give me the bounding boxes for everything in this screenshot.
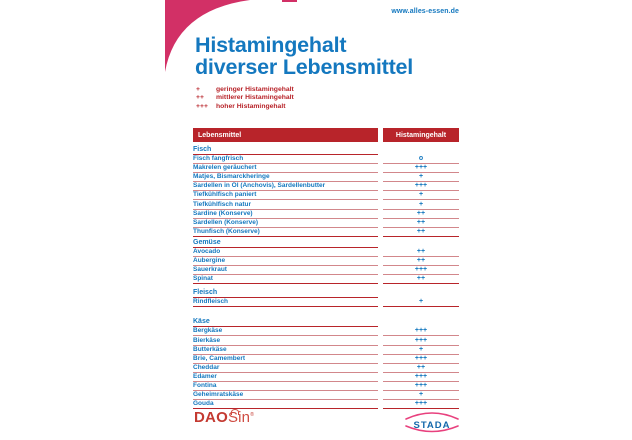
histamine-value: +++: [383, 182, 459, 191]
food-name: Aubergine: [193, 257, 378, 266]
table-row: [193, 346, 459, 355]
histamine-value: ++: [383, 228, 459, 237]
table-row: [193, 257, 459, 266]
histamine-value: +: [383, 298, 459, 307]
section-title: Fisch: [193, 146, 378, 155]
histamine-value: +++: [383, 400, 459, 409]
table-row: [193, 173, 459, 182]
food-name: Spinat: [193, 275, 378, 284]
page-title: [195, 34, 413, 78]
histamine-value: +++: [383, 327, 459, 336]
food-name: Matjes, Bismarckheringe: [193, 173, 378, 182]
histamine-value: +++: [383, 266, 459, 275]
histamine-value: +: [383, 191, 459, 200]
table-row: [193, 155, 459, 164]
food-name: Tiefkühlfisch paniert: [193, 191, 378, 200]
legend-item: [196, 86, 294, 94]
legend-label: mittlerer Histamingehalt: [216, 94, 294, 102]
table-header-row: [193, 128, 459, 142]
table-row: [193, 219, 459, 228]
table-row: [193, 248, 459, 257]
stada-logo: [403, 406, 461, 438]
table-section: [193, 289, 459, 307]
food-name: Gouda: [193, 400, 378, 409]
food-name: Sardine (Konserve): [193, 210, 378, 219]
registered-mark: ®: [250, 412, 255, 418]
table-row: [193, 373, 459, 382]
food-name: Fisch fangfrisch: [193, 155, 378, 164]
histamine-value: ++: [383, 248, 459, 257]
food-name: Rindfleisch: [193, 298, 378, 307]
table-row: [193, 391, 459, 400]
section-title: Käse: [193, 318, 378, 327]
top-crop-mark: [282, 0, 297, 2]
food-name: Bierkäse: [193, 336, 378, 345]
legend-symbol: +++: [196, 102, 208, 110]
food-name: Fontina: [193, 382, 378, 391]
legend-label: hoher Histamingehalt: [216, 102, 286, 110]
food-name: Avocado: [193, 248, 378, 257]
table-row: [193, 355, 459, 364]
histamine-value: +: [383, 200, 459, 209]
table-section: [193, 239, 459, 284]
food-name: Sauerkraut: [193, 266, 378, 275]
histamine-value: +++: [383, 336, 459, 345]
table-row: [193, 228, 459, 237]
food-name: Sardellen (Konserve): [193, 219, 378, 228]
histamine-value: ++: [383, 275, 459, 284]
histamine-value: ++: [383, 219, 459, 228]
food-name: Tiefkühlfisch natur: [193, 200, 378, 209]
food-name: Cheddar: [193, 364, 378, 373]
food-name: Makrelen geräuchert: [193, 164, 378, 173]
table-row: [193, 191, 459, 200]
legend-label: geringer Histamingehalt: [216, 86, 294, 93]
column-header-food: Lebensmittel: [193, 128, 378, 142]
histamine-value: +: [383, 346, 459, 355]
table-row: [193, 327, 459, 336]
table-row: [193, 364, 459, 373]
daosin-logo: [194, 409, 254, 426]
table-section: [193, 318, 459, 409]
daosin-logo-light: Sin: [227, 409, 251, 426]
histamine-value: ++: [383, 364, 459, 373]
daosin-logo-bold: DAO: [194, 409, 228, 426]
section-title: Fleisch: [193, 289, 378, 298]
food-name: Bergkäse: [193, 327, 378, 336]
stada-arc-top: [406, 413, 458, 419]
page-title-line2: diverser Lebensmittel: [195, 55, 414, 79]
stada-logo-text: STADA: [413, 420, 451, 431]
histamine-value: o: [383, 155, 459, 164]
food-name: Edamer: [193, 373, 378, 382]
histamine-value: +++: [383, 355, 459, 364]
food-name: Brie, Camembert: [193, 355, 378, 364]
histamine-value: +: [383, 391, 459, 400]
table-row: [193, 298, 459, 307]
table-row: [193, 182, 459, 191]
table-section: [193, 146, 459, 237]
column-header-histamine: Histamingehalt: [383, 128, 459, 142]
legend-symbol: ++: [196, 94, 204, 102]
table-row: [193, 336, 459, 345]
food-name: Butterkäse: [193, 346, 378, 355]
histamine-value: +++: [383, 164, 459, 173]
website-url: www.alles-essen.de: [391, 8, 459, 15]
daosin-i-arc: [231, 409, 239, 415]
table-row: [193, 200, 459, 209]
section-title: Gemüse: [193, 239, 378, 248]
legend-item: [196, 103, 294, 111]
histamine-value: +++: [383, 373, 459, 382]
page-title-line1: Histamingehalt: [195, 33, 347, 57]
food-name: Sardellen in Öl (Anchovis), Sardellenbutter: [193, 182, 378, 191]
histamine-value: ++: [383, 210, 459, 219]
histamine-value: +++: [383, 382, 459, 391]
table-row: [193, 210, 459, 219]
table-body: [193, 146, 459, 409]
legend-item: [196, 94, 294, 102]
table-row: [193, 275, 459, 284]
food-name: Thunfisch (Konserve): [193, 228, 378, 237]
table-row: [193, 266, 459, 275]
food-histamine-table: [193, 128, 459, 409]
histamine-value: ++: [383, 257, 459, 266]
table-row: [193, 382, 459, 391]
legend-symbol: +: [196, 86, 200, 93]
histamine-legend: [196, 86, 294, 111]
food-name: Geheimratskäse: [193, 391, 378, 400]
histamine-value: +: [383, 173, 459, 182]
table-row: [193, 164, 459, 173]
